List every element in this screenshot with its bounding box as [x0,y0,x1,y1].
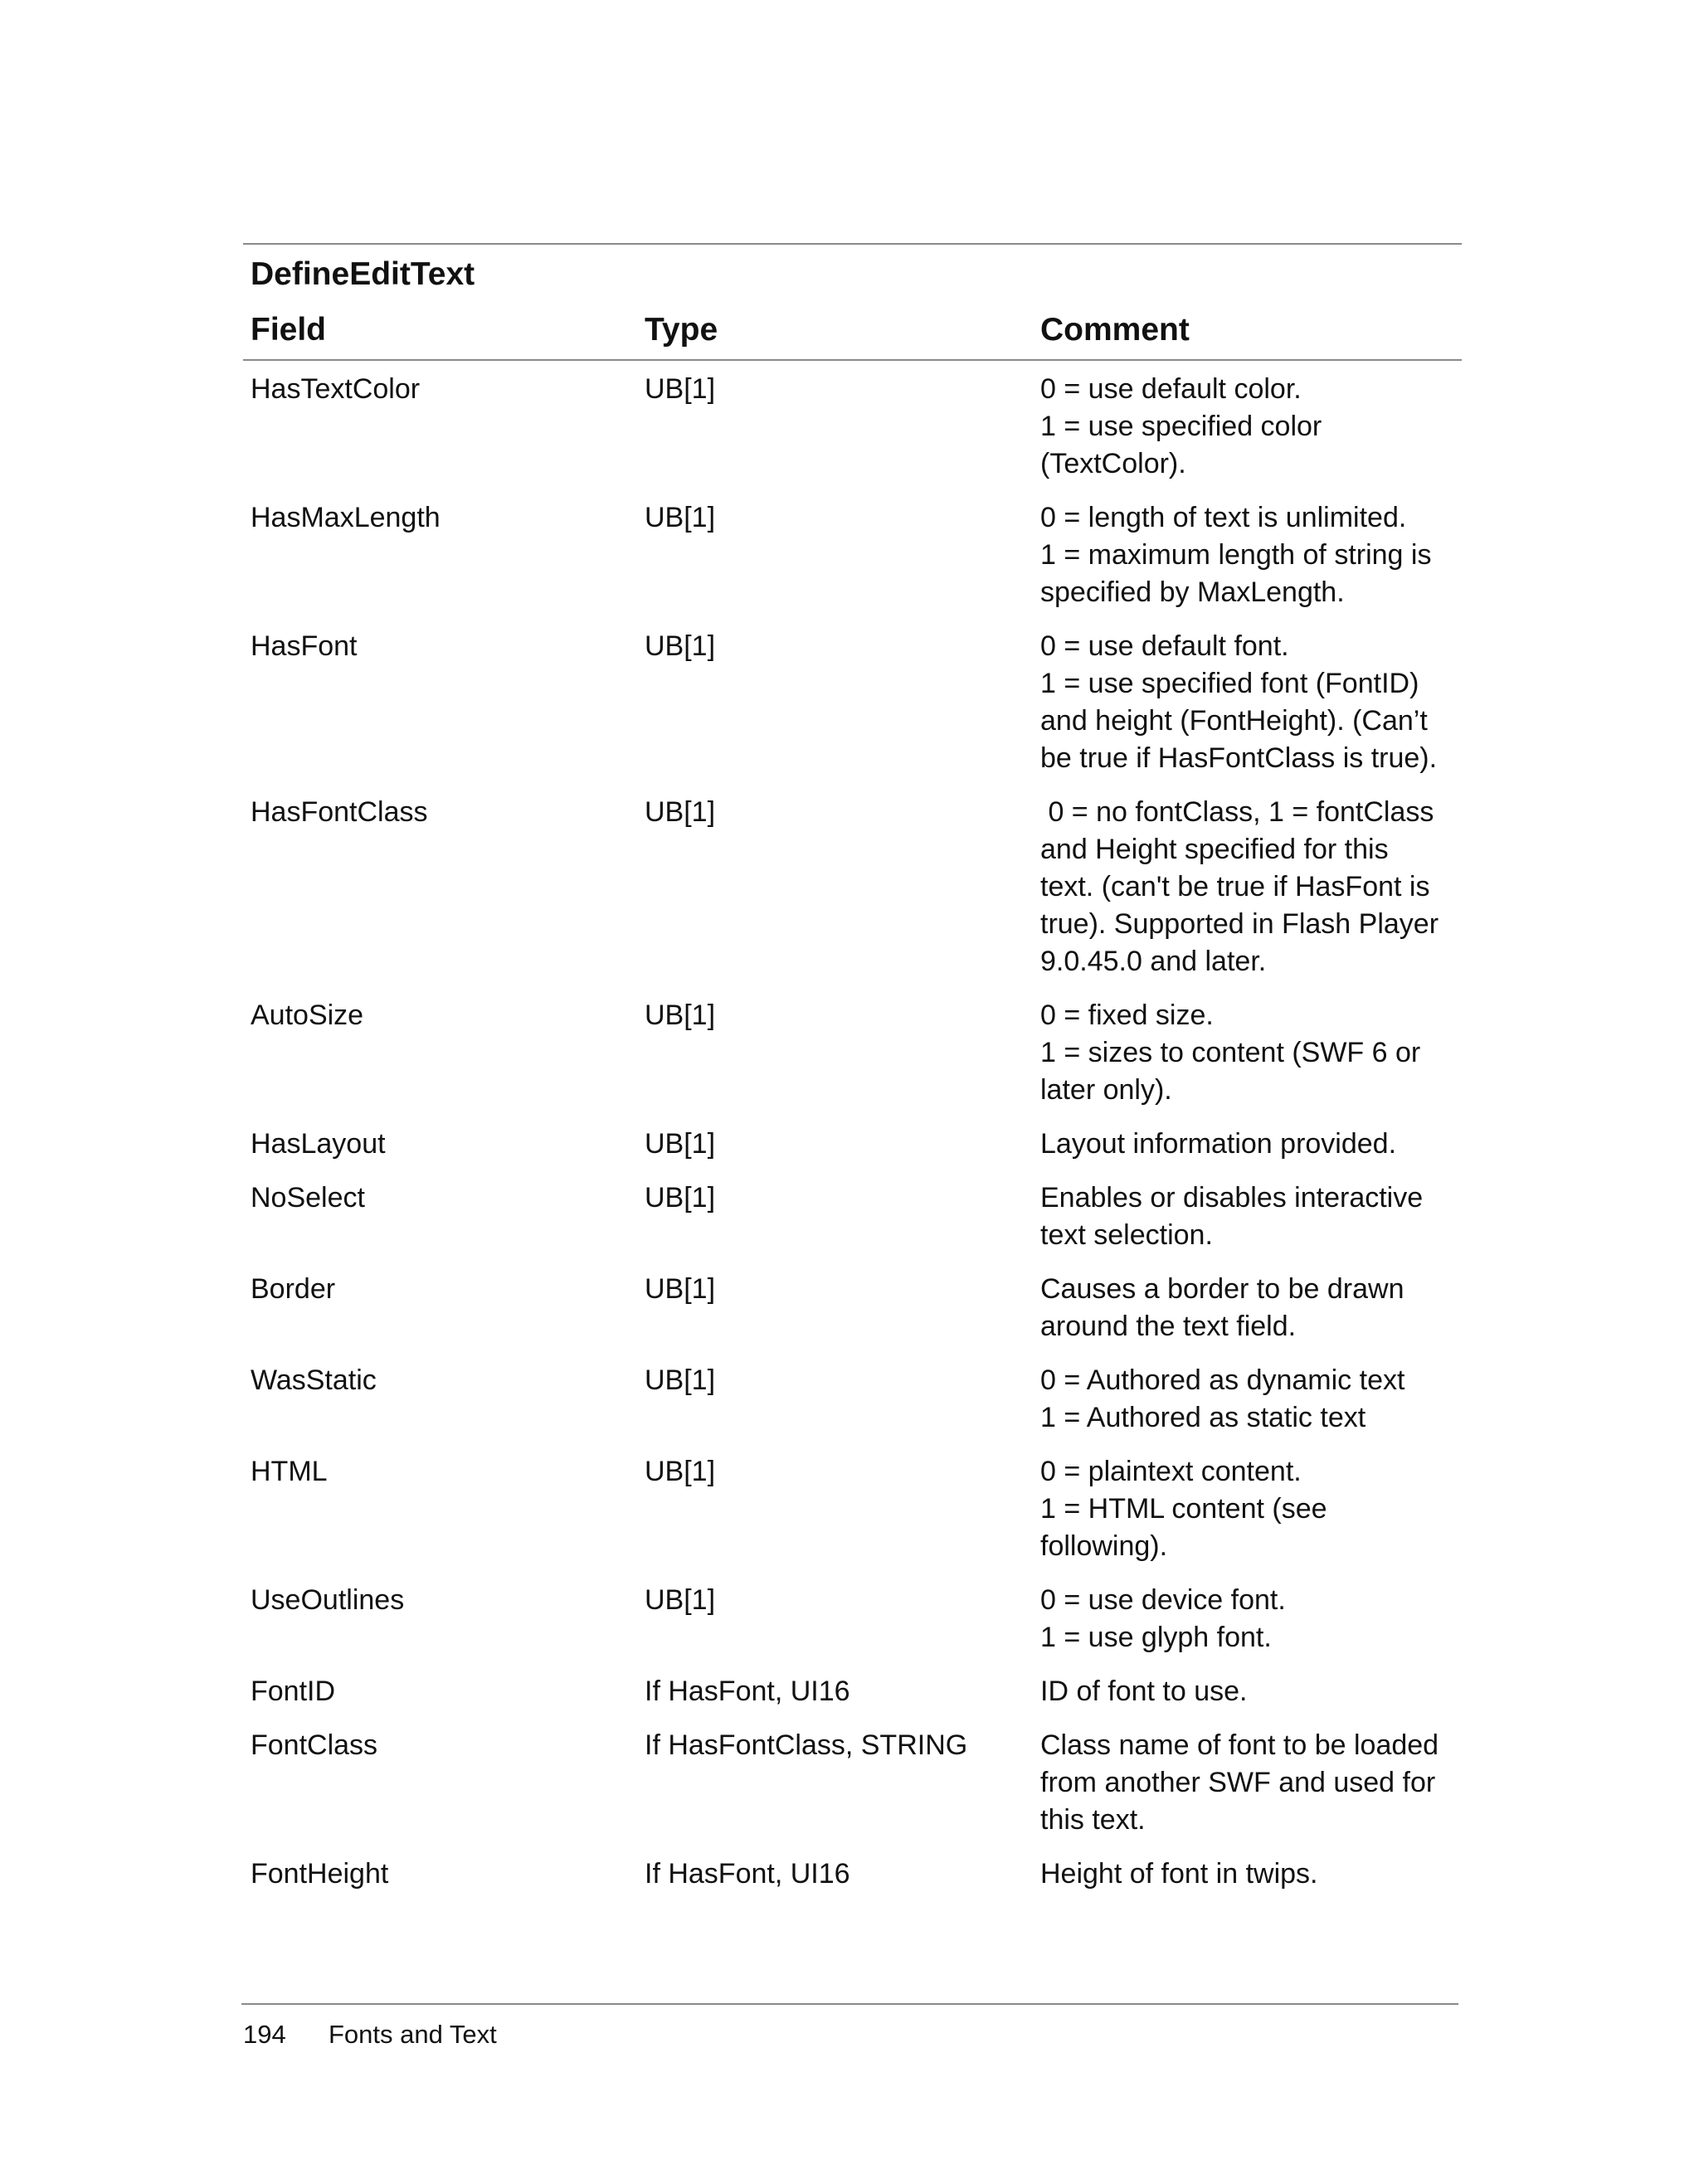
page-footer [241,2003,1458,2050]
comment-line: be true if HasFontClass is true). [1040,742,1438,774]
field-cell: Border [251,1273,336,1305]
header-field: Field [251,312,327,348]
table-row [243,1271,1462,1345]
comment-line: 1 = use glyph font. [1040,1622,1272,1653]
footer-rule [241,2003,1458,2005]
comment-line: 0 = fixed size. [1040,1000,1214,1031]
type-cell: UB[1] [645,373,716,405]
field-cell: HasFont [251,630,358,662]
comment-line: 1 = maximum length of string is [1040,539,1432,571]
comment-line: and Height specified for this [1040,834,1389,865]
type-cell: UB[1] [645,1273,716,1305]
comment-line: 0 = length of text is unlimited. [1040,502,1407,533]
type-cell: UB[1] [645,502,716,533]
field-cell: HasTextColor [251,373,421,405]
comment-cell [1033,1673,1462,1710]
define-edit-text-table [243,243,1462,1909]
header-type: Type [645,312,718,348]
type-cell: If HasFontClass, STRING [645,1729,968,1761]
comment-cell [1033,1126,1462,1163]
comment-line: true). Supported in Flash Player [1040,908,1439,940]
comment-line: text. (can't be true if HasFont is [1040,871,1430,902]
comment-line: Class name of font to be loaded [1040,1729,1439,1761]
table-title: DefineEditText [251,256,475,292]
table-top-rule [243,243,1462,245]
comment-line: 1 = use specified font (FontID) [1040,668,1419,699]
comment-line: 1 = use specified color [1040,411,1322,442]
comment-line: Layout information provided. [1040,1128,1397,1160]
table-row [243,794,1462,980]
table-row [243,1582,1462,1656]
comment-line: 9.0.45.0 and later. [1040,946,1267,977]
comment-cell [1033,1856,1462,1893]
comment-line: around the text field. [1040,1311,1297,1342]
comment-line: 0 = Authored as dynamic text [1040,1364,1405,1396]
comment-line: text selection. [1040,1219,1213,1251]
type-cell: UB[1] [645,630,716,662]
comment-cell [1033,1727,1462,1839]
comment-cell [1033,1453,1462,1565]
comment-line: 0 = plaintext content. [1040,1456,1302,1487]
field-cell: HasLayout [251,1128,386,1160]
table-row [243,1727,1462,1839]
field-cell: WasStatic [251,1364,377,1396]
table-row [243,371,1462,483]
field-cell: HasFontClass [251,796,428,828]
page-number: 194 [243,2020,286,2049]
table-row [243,1673,1462,1710]
comment-cell [1033,997,1462,1109]
field-cell: UseOutlines [251,1584,405,1616]
table-header-row [243,301,1462,361]
type-cell: UB[1] [645,1456,716,1487]
comment-line: 1 = sizes to content (SWF 6 or [1040,1037,1421,1068]
comment-line: Height of font in twips. [1040,1858,1318,1890]
comment-cell [1033,1271,1462,1345]
type-cell: If HasFont, UI16 [645,1676,850,1707]
comment-line: specified by MaxLength. [1040,576,1345,608]
comment-line: and height (FontHeight). (Can’t [1040,705,1428,737]
field-cell: FontID [251,1676,336,1707]
table-row [243,1180,1462,1254]
comment-cell [1033,1582,1462,1656]
type-cell: UB[1] [645,1000,716,1031]
type-cell: UB[1] [645,796,716,828]
comment-line: 1 = HTML content (see [1040,1493,1327,1525]
table-row [243,1856,1462,1893]
table-row [243,499,1462,611]
comment-cell [1033,371,1462,483]
table-row [243,1126,1462,1163]
comment-line: 0 = use default color. [1040,373,1302,405]
field-cell: NoSelect [251,1182,365,1214]
type-cell: UB[1] [645,1128,716,1160]
comment-line: ID of font to use. [1040,1676,1248,1707]
comment-line: 0 = use default font. [1040,630,1289,662]
comment-cell [1033,794,1462,980]
field-cell: HasMaxLength [251,502,441,533]
comment-line: 0 = use device font. [1040,1584,1286,1616]
section-title: Fonts and Text [329,2020,497,2049]
comment-cell [1033,1180,1462,1254]
field-cell: FontHeight [251,1858,389,1890]
comment-line: (TextColor). [1040,448,1186,479]
comment-cell [1033,499,1462,611]
field-cell: FontClass [251,1729,378,1761]
comment-line: this text. [1040,1804,1146,1836]
field-cell: AutoSize [251,1000,364,1031]
comment-cell [1033,628,1462,777]
field-cell: HTML [251,1456,328,1487]
comment-line: Causes a border to be drawn [1040,1273,1404,1305]
comment-line: Enables or disables interactive [1040,1182,1424,1214]
type-cell: UB[1] [645,1364,716,1396]
type-cell: If HasFont, UI16 [645,1858,850,1890]
comment-line: later only). [1040,1074,1172,1106]
type-cell: UB[1] [645,1182,716,1214]
table-row [243,997,1462,1109]
comment-cell [1033,1362,1462,1437]
comment-line: from another SWF and used for [1040,1767,1436,1798]
comment-line: 1 = Authored as static text [1040,1402,1366,1433]
table-body [243,361,1462,1893]
table-row [243,1362,1462,1437]
comment-line: following). [1040,1530,1168,1562]
header-comment: Comment [1040,312,1190,348]
footer-text [241,2020,1458,2050]
table-row [243,628,1462,777]
type-cell: UB[1] [645,1584,716,1616]
table-row [243,1453,1462,1565]
comment-line: 0 = no fontClass, 1 = fontClass [1040,796,1434,828]
